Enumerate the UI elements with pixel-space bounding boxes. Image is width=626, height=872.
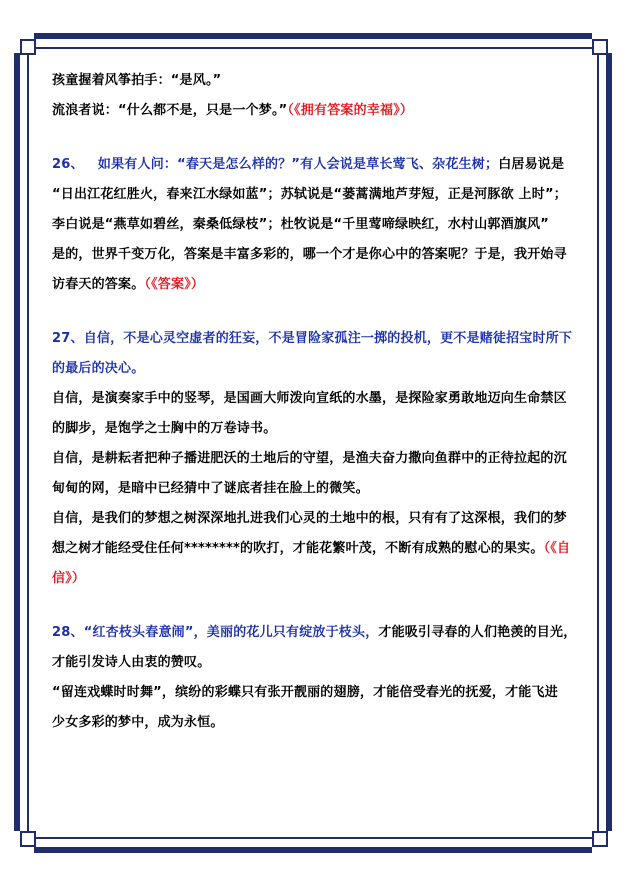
source-citation: （《答案》）	[144, 277, 205, 292]
text-line: 的脚步，是饱学之士胸中的万卷诗书。	[52, 421, 277, 436]
text-line: 访春天的答案。（《答案》）	[52, 277, 205, 292]
document-body	[52, 66, 578, 738]
item-28-heading: 28、“红杏枝头春意闹”，美丽的花儿只有绽放于枝头，才能吸引寻春的人们艳羡的目光，	[52, 625, 577, 640]
item-26-heading: 26、 如果有人问：“春天是怎么样的？”有人会说是草长莺飞、杂花生树；白居易说是	[52, 157, 565, 172]
corner-ornament-bottom-left	[12, 831, 34, 853]
corner-ornament-top-right	[592, 31, 614, 53]
text-line: 少女多彩的梦中，成为永恒。	[52, 715, 224, 730]
text-line: 想之树才能经受住任何********的吹打，才能花繁叶茂，不断有成熟的慰心的果实。（《自	[52, 541, 571, 556]
item-number: 26、	[52, 157, 84, 172]
highlighted-text: 如果有人问：“春天是怎么样的？”有人会说是草长莺飞、杂花生树；	[97, 157, 499, 172]
text-line: 孩童握着风筝拍手：“是风。”	[52, 73, 222, 88]
text-line: “日出江花红胜火，春来江水绿如蓝”；苏轼说是“蒌蒿满地芦芽短，正是河豚欲 上时”；	[52, 187, 567, 202]
source-citation: （《拥有答案的幸福》）	[287, 103, 414, 118]
text-line: 是的，世界千变万化，答案是丰富多彩的，哪一个才是你心中的答案呢？于是，我开始寻	[52, 247, 567, 262]
corner-ornament-top-left	[12, 31, 34, 53]
source-citation: 信》）	[52, 571, 86, 586]
item-27-heading: 的最后的决心。	[52, 361, 145, 376]
text-line: 流浪者说：“什么都不是，只是一个梦。”（《拥有答案的幸福》）	[52, 103, 414, 118]
text-line: 自信，是我们的梦想之树深深地扎进我们心灵的土地中的根，只有有了这深根，我们的梦	[52, 511, 567, 526]
item-27-heading: 27、自信，不是心灵空虚者的狂妄，不是冒险家孤注一掷的投机，更不是赌徒招宝时所下	[52, 331, 573, 346]
corner-ornament-bottom-right	[592, 831, 614, 853]
text-line: 才能引发诗人由衷的赞叹。	[52, 655, 211, 670]
item-number: 28、	[52, 625, 84, 640]
text-line: 自信，是演奏家手中的竖琴，是国画大师泼向宣纸的水墨，是探险家勇敢地迈向生命禁区	[52, 391, 567, 406]
text-line: 李白说是“燕草如碧丝，秦桑低绿枝”；杜牧说是“千里莺啼绿映红，水村山郭酒旗风”	[52, 217, 549, 232]
text-line: 甸甸的网，是暗中已经猜中了谜底者挂在脸上的微笑。	[52, 481, 369, 496]
source-citation: （《自	[543, 541, 571, 556]
text-line: 自信，是耕耘者把种子播进肥沃的土地后的守望，是渔夫奋力撒向鱼群中的正待拉起的沉	[52, 451, 567, 466]
highlighted-text: “红杏枝头春意闹”，美丽的花儿只有绽放于枝头，	[83, 625, 379, 640]
text-line: “留连戏蝶时时舞”，缤纷的彩蝶只有张开靓丽的翅膀，才能倍受春光的抚爱，才能飞进	[52, 685, 558, 700]
